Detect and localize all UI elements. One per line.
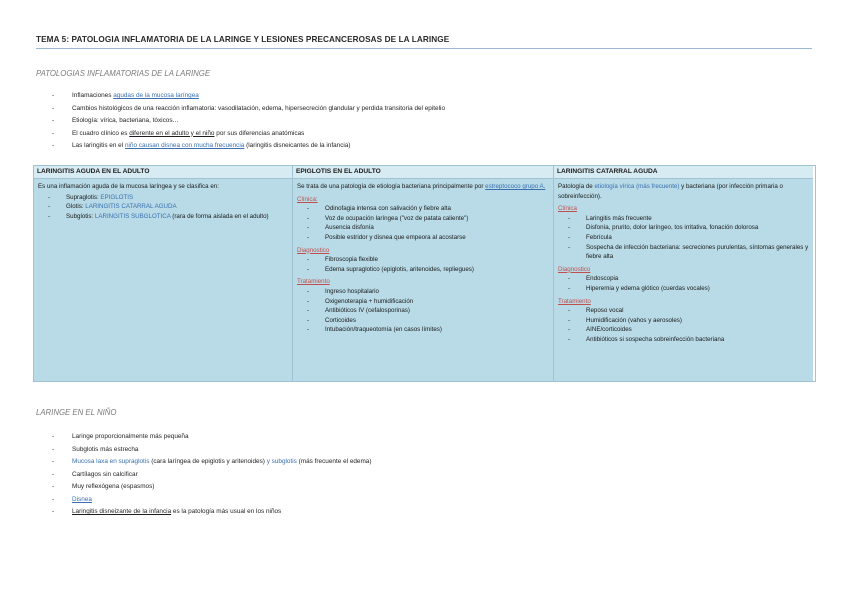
- list-item: - Hiperemia y edema glótico (cuerdas vocales): [568, 284, 809, 294]
- list-item: - Cambios histológicos de una reacción inflamatoria: vasodilatación, edema, hipersecreción glandular y perdida transitoria del epitelio: [52, 103, 445, 116]
- list-item: - Subglotis más estrecha: [52, 444, 371, 457]
- list-item: - Sospecha de infección bacteriana: secreciones purulentas, síntomas generales y fiebre alta: [568, 243, 809, 262]
- list-item: - Voz de ocupación laríngea ("voz de patata caliente"): [307, 214, 549, 224]
- column-header: LARINGITIS AGUDA EN EL ADULTO: [34, 166, 292, 179]
- list-item: - Laringe proporcionalmente más pequeña: [52, 431, 371, 444]
- subheading-diagnostico: Diagnostico: [297, 246, 330, 254]
- list-item: - Ingreso hospitalario: [307, 287, 549, 297]
- list-item: - Las laringitis en el niño causan disnea con mucha frecuencia (laringitis disneicantes de la infancia): [52, 140, 445, 153]
- list-item: - Laringitis más frecuente: [568, 214, 809, 224]
- list-item: - Subglotis: LARINGITIS SUBGLOTICA (rara de forma aislada en el adulto): [48, 212, 288, 222]
- list-item: - Muy reflexógena (espasmos): [52, 481, 371, 494]
- column-acute-adult: LARINGITIS AGUDA EN EL ADULTO Es una inflamación aguda de la mucosa laríngea y se clasifica en: - Supraglotis: EPIGLOTIS - Glotis: LARINGITIS CATARRAL AGUDA - Subglotis: LARINGITIS SUBGLOTICA (rara de forma aislada en el adulto): [34, 166, 293, 381]
- list-item: - Inflamaciones agudas de la mucosa laríngea: [52, 90, 445, 103]
- list-item: - Disfonía, prurito, dolor laríngeo, tos irritativa, fonación dolorosa: [568, 223, 809, 233]
- list-item: - Fibroscopia flexible: [307, 255, 549, 265]
- list-item: - Endoscopia: [568, 274, 809, 284]
- page-title: TEMA 5: PATOLOGIA INFLAMATORIA DE LA LARINGE Y LESIONES PRECANCEROSAS DE LA LARINGE: [36, 35, 812, 49]
- column-epiglottitis: EPIGLOTIS EN EL ADULTO Se trata de una patología de etiología bacteriana principalmente por estreptococo grupo A. Clínica: - Odinofagia intensa con salivación y fiebre alta - Voz de ocupación laríngea ("voz de patata caliente") - Ausencia disfonía - Posible estridor y disnea que empeora al acostarse Diagnostico - Fibroscopia flexible - Edema supraglotico (epiglotis, aritenoides, repliegues) Tratamiento - Ingreso hospitalario - Oxigenoterapia + humidificación - Antibióticos IV (cefalosporinas) - Corticoides - Intubación/traqueotomía (en casos límites): [293, 166, 554, 381]
- list-item: - Glotis: LARINGITIS CATARRAL AGUDA: [48, 202, 288, 212]
- list-item: - Etiología: vírica, bacteriana, tóxicos…: [52, 115, 445, 128]
- subheading-tratamiento: Tratamiento: [558, 297, 591, 305]
- list-item: - Supraglotis: EPIGLOTIS: [48, 193, 288, 203]
- list-item: - Antibióticos si sospecha sobreinfección bacteriana: [568, 335, 809, 345]
- underlined-adult-child: diferente en el adulto y el niño: [129, 129, 215, 137]
- link-child-dyspnea[interactable]: niño causan disnea con mucha frecuencia: [124, 142, 245, 149]
- list-item: - Reposo vocal: [568, 306, 809, 316]
- list-item: - Corticoides: [307, 316, 549, 326]
- list-item: - Posible estridor y disnea que empeora al acostarse: [307, 233, 549, 243]
- section-heading-child-larynx: LARINGE EN EL NIÑO: [36, 408, 117, 417]
- link-acute-mucosa[interactable]: agudas de la mucosa laríngea: [113, 92, 199, 99]
- list-item: - Cartílagos sin calcificar: [52, 469, 371, 482]
- inflammatory-bullet-list: [52, 90, 445, 153]
- subheading-tratamiento: Tratamiento: [297, 278, 330, 286]
- section-heading-inflammatory: PATOLOGIAS INFLAMATORIAS DE LA LARINGE: [36, 69, 211, 78]
- list-item: - Oxigenoterapia + humidificación: [307, 297, 549, 307]
- list-item: - Intubación/traqueotomía (en casos límites): [307, 325, 549, 335]
- column-catarrhal: LARINGITIS CATARRAL AGUDA Patología de etiología vírica (más frecuente) y bacteriana (por infección primaria o sobreinfección). Clínica - Laringitis más frecuente - Disfonía, prurito, dolor laríngeo, tos irritativa, fonación dolorosa - Febrícula - Sospecha de infección bacteriana: secreciones purulentas, síntomas generales y fiebre alta Diagnostico - Endoscopia - Hiperemia y edema glótico (cuerdas vocales) Tratamiento - Reposo vocal - Humidificación (vahos y aerosoles) - AINE/corticoides - Antibióticos si sospecha sobreinfección bacteriana: [554, 166, 813, 381]
- list-item: - El cuadro clínico es diferente en el adulto y el niño por sus diferencias anatómicas: [52, 128, 445, 141]
- link-streptococcus[interactable]: estreptococo grupo A.: [485, 183, 546, 190]
- list-item: - Ausencia disfonía: [307, 223, 549, 233]
- list-item: - Febrícula: [568, 233, 809, 243]
- subheading-clinica: Clínica:: [297, 195, 318, 203]
- list-item: - Antibióticos IV (cefalosporinas): [307, 306, 549, 316]
- list-item: - Laringitis disneizante de la infancia es la patología más usual en los niños: [52, 506, 371, 519]
- subheading-clinica: Clínica: [558, 205, 577, 213]
- list-item: - Mucosa laxa en supraglotis (cara laríngea de epiglotis y aritenoides) y subglotis (más frecuente el edema): [52, 456, 371, 469]
- list-item: - Humidificación (vahos y aerosoles): [568, 316, 809, 326]
- laryngitis-table: [33, 165, 816, 382]
- column-header: EPIGLOTIS EN EL ADULTO: [293, 166, 553, 179]
- column-header: LARINGITIS CATARRAL AGUDA: [554, 166, 813, 179]
- list-item: - Edema supraglotico (epiglotis, aritenoides, repliegues): [307, 265, 549, 275]
- list-item: - Odinofagia intensa con salivación y fiebre alta: [307, 204, 549, 214]
- child-larynx-bullet-list: [52, 431, 371, 519]
- link-dyspnea[interactable]: Disnea: [72, 495, 92, 503]
- list-item: - AINE/corticoides: [568, 325, 809, 335]
- subheading-diagnostico: Diagnostico: [558, 265, 591, 273]
- list-item: [52, 494, 371, 507]
